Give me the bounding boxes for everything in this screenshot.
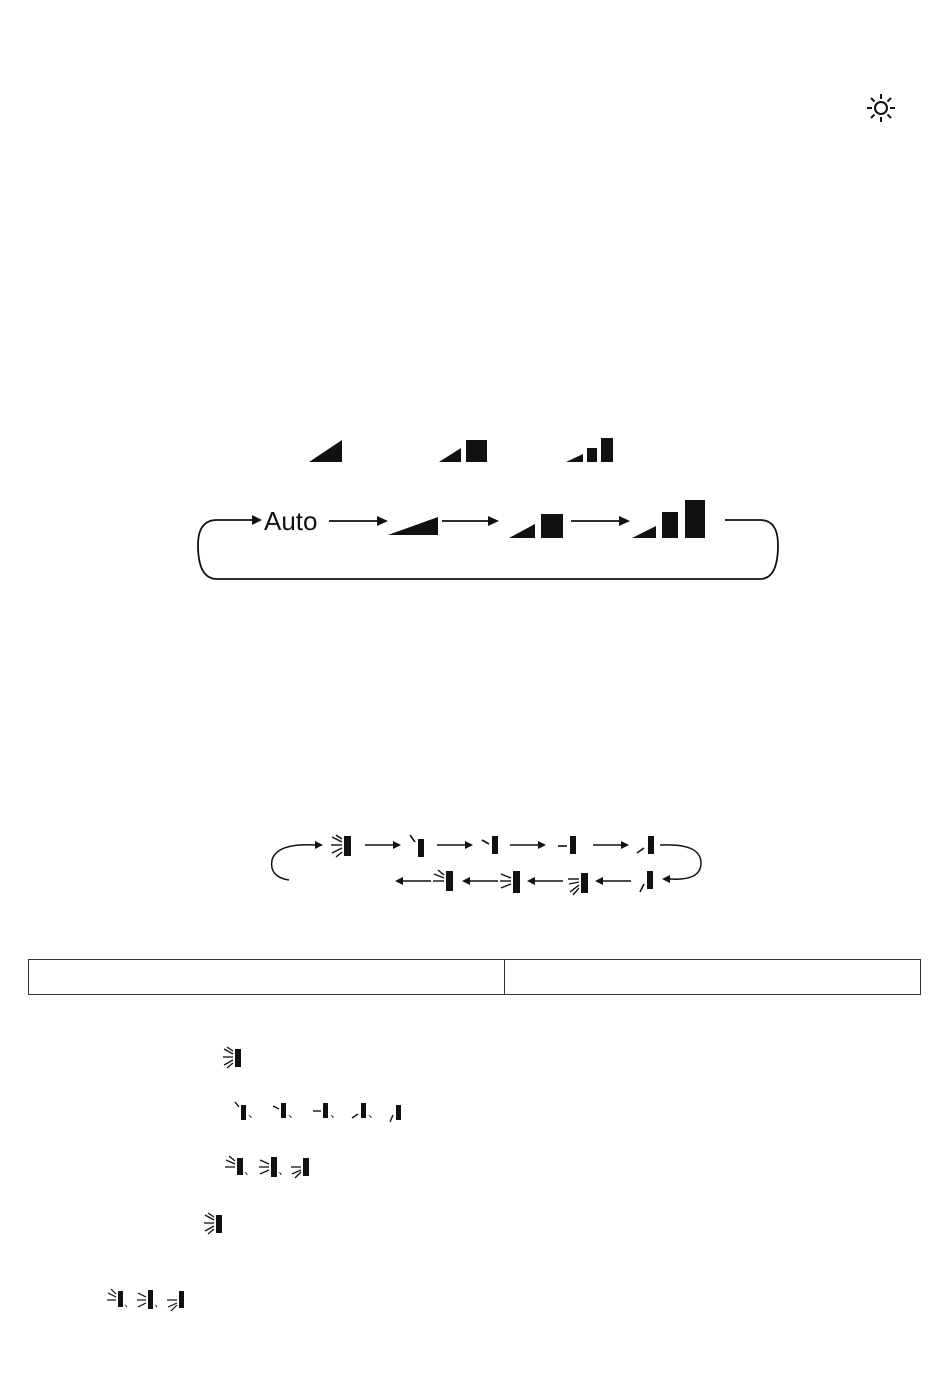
louver-pos-3-icon bbox=[557, 833, 579, 857]
fan-low-icon bbox=[309, 440, 343, 464]
swing-range-middle-icon bbox=[136, 1288, 156, 1312]
separator: 、 bbox=[154, 1297, 165, 1309]
swing-auto-icon bbox=[330, 833, 354, 859]
table-cell bbox=[505, 960, 921, 995]
louver-pos-5-icon bbox=[388, 1100, 404, 1124]
legend-row-swing-ranges-2 bbox=[106, 1288, 196, 1314]
legend-row-fixed-positions bbox=[234, 1100, 414, 1126]
sun-icon bbox=[866, 93, 896, 123]
swing-range-lower-icon bbox=[567, 870, 591, 898]
cycle-fan-medium-icon bbox=[509, 512, 565, 540]
louver-pos-1-icon bbox=[234, 1100, 248, 1122]
swing-range-lower-icon bbox=[290, 1155, 312, 1181]
table-row bbox=[29, 960, 921, 995]
table-cell bbox=[29, 960, 505, 995]
separator: 、 bbox=[368, 1106, 381, 1120]
auto-label: Auto bbox=[264, 506, 318, 536]
swing-range-middle-icon bbox=[499, 868, 523, 896]
fan-high-icon bbox=[566, 436, 616, 464]
cycle-fan-high-icon bbox=[632, 498, 708, 540]
swing-range-middle-icon bbox=[258, 1155, 280, 1179]
info-table bbox=[28, 959, 921, 995]
swing-range-upper-icon bbox=[224, 1155, 246, 1179]
louver-pos-4-icon bbox=[635, 833, 657, 857]
louver-pos-5-icon bbox=[638, 868, 656, 894]
louver-pos-4-icon bbox=[350, 1100, 368, 1122]
separator: 、 bbox=[248, 1106, 261, 1120]
legend-row-swing-ranges bbox=[224, 1155, 324, 1181]
louver-pos-1-icon bbox=[408, 833, 428, 859]
cycle-fan-low-icon bbox=[388, 515, 440, 537]
swing-range-lower-icon bbox=[166, 1288, 188, 1314]
louver-pos-2-icon bbox=[481, 833, 501, 857]
separator: 、 bbox=[288, 1106, 301, 1120]
separator: 、 bbox=[244, 1163, 257, 1177]
swing-range-upper-icon bbox=[432, 868, 456, 894]
separator: 、 bbox=[124, 1297, 135, 1309]
louver-pos-3-icon bbox=[312, 1100, 330, 1122]
fan-medium-icon bbox=[439, 438, 489, 464]
swing-range-upper-icon bbox=[106, 1288, 126, 1312]
swing-auto-icon bbox=[203, 1212, 225, 1236]
louver-pos-2-icon bbox=[272, 1100, 288, 1122]
swing-auto-icon bbox=[222, 1046, 244, 1070]
separator: 、 bbox=[278, 1163, 291, 1177]
separator: 、 bbox=[330, 1106, 343, 1120]
